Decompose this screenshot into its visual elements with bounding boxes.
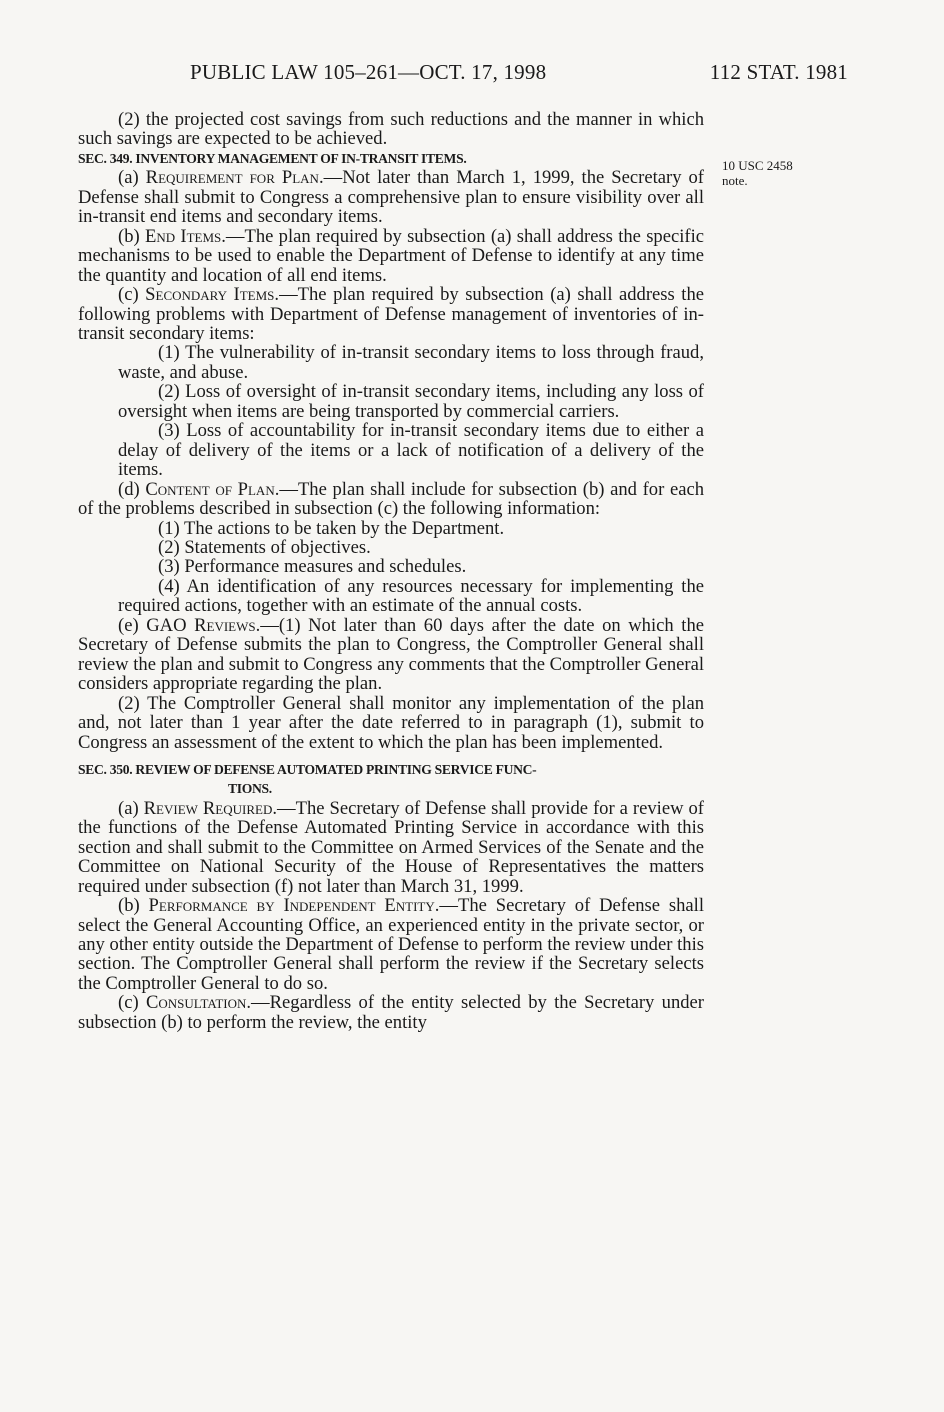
sec-349-a-label: (a) [118,167,139,189]
sec-350-b [78,896,704,993]
sec-349-d-item-2: (2) Statements of objectives. [158,536,371,558]
sec-349-d-heading: Content of Plan. [145,478,280,500]
sec-349-b-heading: End Items. [144,225,226,247]
sec-350-title-line-1: SEC. 350. REVIEW OF DEFENSE AUTOMATED PRINTING SERVICE FUNC- [78,761,537,777]
document-body [78,110,704,1032]
sec-350-b-text: —The Secretary of Defense shall select the General Accounting Office, an experienced entity in the private sector, or any other entity outside the Department of Defense to perform the review under this section. The Comptroller General shall perform the review if the Secretary selects the Comptroller General to do so. [78,895,704,994]
sec-349-d-text: —The plan shall include for subsection (b) and for each of the problems described in subsection (c) the following information: [78,478,704,520]
sec-349-c-item-2: (2) Loss of oversight of in-transit secondary items, including any loss of oversight when items are being transported by commercial carriers. [118,381,704,422]
sec-349-c-item-1: (1) The vulnerability of in-transit secondary items to loss through fraud, waste, and abuse. [118,342,704,383]
sec-350-title-line-2: TIONS. [228,781,272,797]
sec-349-a-text: —Not later than March 1, 1999, the Secretary of Defense shall submit to Congress a comprehensive plan to ensure visibility over all in-transit end items and secondary items. [78,167,705,228]
sec-349-d-label: (d) [118,478,140,500]
sec-350-c [78,993,704,1032]
sec-350-a-heading: Review Required. [143,797,278,819]
sec-349-c-heading: Secondary Items. [145,284,280,306]
sec-349-d [78,480,704,519]
sec-349-e [78,616,704,694]
sec-349-c-item-3: (3) Loss of accountability for in-transit secondary items due to either a delay of delivery of the items or a lack of notification of a delivery of the items. [118,420,704,481]
sec-350-c-label: (c) [118,992,139,1014]
sec-349-b-label: (b) [118,225,140,247]
sec-349-c-text: —The plan required by subsection (a) shall address the following problems with Department of Defense management of inventories of in-transit secondary items: [78,284,704,344]
sec-349-b-text: —The plan required by subsection (a) shall address the specific mechanisms to be used to enable the Department of Defense to identify at any time the quantity and location of all end items. [78,225,705,286]
sec-350-b-label: (b) [118,895,140,917]
sec-350-a-text: —The Secretary of Defense shall provide for a review of the functions of the Defense Automated Printing Service in accordance with this section and shall submit to the Committee on Armed Services of the Senate and the Committee on National Security of the House of Representatives the matters required under subsection (f) not later than March 31, 1999. [78,797,704,897]
sec-349-a-heading: Requirement for Plan. [145,167,324,189]
sec-349-e-heading: GAO Reviews. [146,614,261,636]
sec-350-c-heading: Consultation. [145,992,252,1014]
sec-349-d-item-3: (3) Performance measures and schedules. [158,556,467,578]
sec-349-b [78,227,704,285]
sec-349-d-item-1: (1) The actions to be taken by the Department. [158,517,505,539]
margin-note-usc: 10 USC 2458 [722,158,793,173]
margin-note-note: note. [722,173,748,188]
sec-350-title [78,760,704,799]
sec-349-e-paragraph-2: (2) The Comptroller General shall monitor any implementation of the plan and, not later than 1 year after the date referred to in paragraph (1), submit to Congress an assessment of the extent to which the plan has been implemented. [78,692,704,753]
continued-paragraph: (2) the projected cost savings from such reductions and the manner in which such savings are expected to be achieved. [78,109,704,150]
sec-349-a [78,168,704,226]
sec-349-title: SEC. 349. INVENTORY MANAGEMENT OF IN-TRANSIT ITEMS. [78,150,467,166]
sec-349-e-label: (e) [118,614,139,636]
sec-350-c-text: —Regardless of the entity selected by the Secretary under subsection (b) to perform the review, the entity [78,992,704,1033]
sec-349-e-text: —(1) Not later than 60 days after the date on which the Secretary of Defense submits the plan to Congress, the Comptroller General shall review the plan and submit to Congress any comments that the Comptroller General considers appropriate regarding the plan. [78,614,704,695]
margin-note [722,158,822,188]
sec-349-c-label: (c) [118,284,139,306]
sec-350-b-heading: Performance by Independent Entity. [148,895,440,917]
sec-350-a-label: (a) [118,797,139,819]
header-stat-page: 112 STAT. 1981 [709,60,848,84]
sec-349-c [78,285,704,343]
header-law-citation: PUBLIC LAW 105–261—OCT. 17, 1998 [190,60,547,84]
sec-350-a [78,799,704,896]
sec-349-d-item-4: (4) An identification of any resources necessary for implementing the required actions, together with an estimate of the annual costs. [118,575,704,617]
